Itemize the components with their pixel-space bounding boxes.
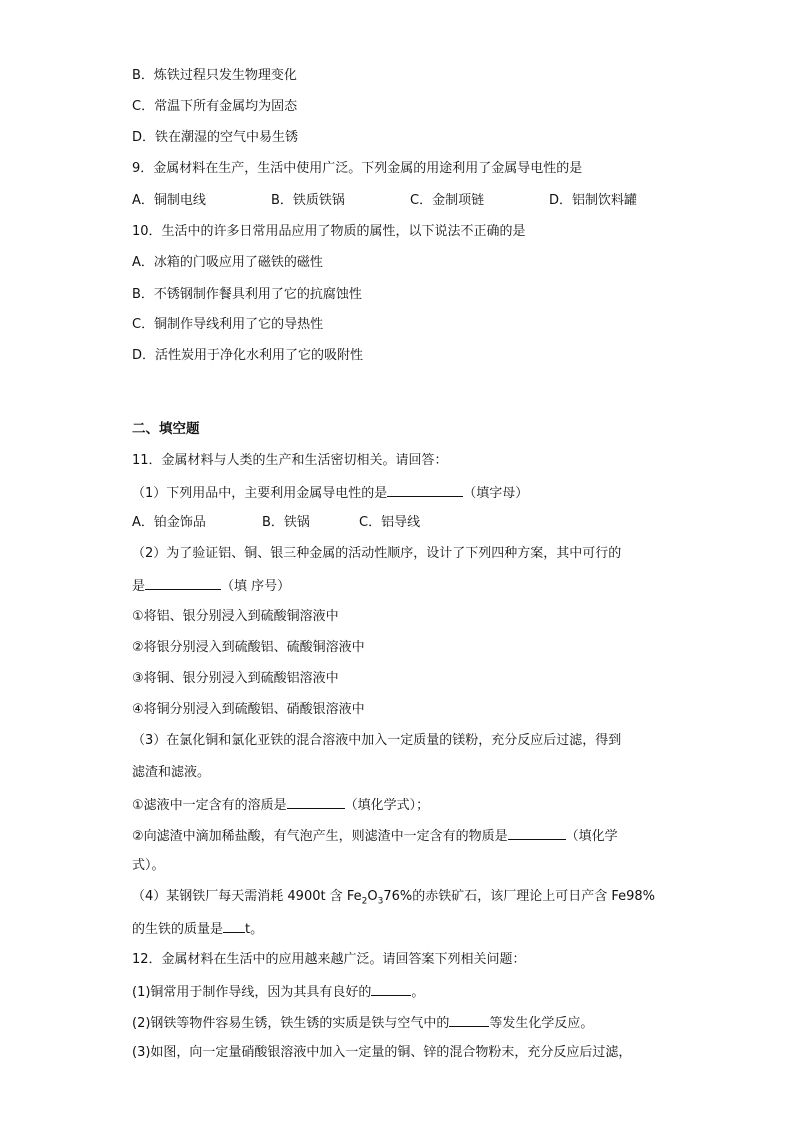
q12-part2-end: 等发生化学反应。 [489, 1016, 594, 1031]
q11-scheme-2: ②将银分别浸入到硫酸铝、硫酸铜溶液中 [132, 640, 365, 655]
q11-part1-text: （1）下列用品中，主要利用金属导电性的是 [132, 486, 388, 501]
q11-part3-b-hint: （填化学 [565, 829, 618, 844]
q11-part1-blank[interactable] [387, 483, 463, 497]
q9-option-c: C．金制项链 [410, 193, 485, 208]
q12-part1-text: (1)铜常用于制作导线，因为其具有良好的 [132, 985, 372, 1000]
q11-part4-line2-text: 的生铁的质量是 [132, 922, 224, 937]
q10-option-d: D．活性炭用于净化水利用了它的吸附性 [132, 348, 364, 363]
q11-part3-a-hint: （填化学式）； [344, 798, 430, 813]
q11-part2-line2 [132, 576, 290, 596]
q12-part1-blank[interactable] [371, 982, 411, 996]
q11-part3-a [132, 795, 429, 815]
q11-option-c: C．铝导线 [359, 515, 421, 530]
q11-part2-line1: （2）为了验证铝、铜、银三种金属的活动性顺序，设计了下列四种方案，其中可行的 [132, 546, 622, 561]
q11-scheme-4: ④将铜分别浸入到硫酸铝、硝酸银溶液中 [132, 702, 365, 717]
q11-part4-line1 [132, 888, 655, 906]
q11-part4-text-b: O [367, 889, 378, 904]
q11-scheme-3: ③将铜、银分别浸入到硫酸铝溶液中 [132, 671, 339, 686]
q11-option-b: B．铁锅 [262, 515, 310, 530]
q10-stem: 10．生活中的许多日常用品应用了物质的属性，以下说法不正确的是 [132, 224, 526, 239]
q11-part2-text: 是 [132, 579, 146, 594]
q11-part3-b-line2: 式）。 [132, 858, 165, 873]
q11-part1-options [132, 514, 420, 532]
q11-part1 [132, 483, 528, 503]
q12-part3: (3)如图，向一定量硝酸银溶液中加入一定量的铜、锌的混合物粉末，充分反应后过滤， [132, 1045, 632, 1060]
q10-option-a: A．冰箱的门吸应用了磁铁的磁性 [132, 255, 323, 270]
q9-option-a: A．铜制电线 [132, 193, 206, 208]
q10-option-c: C．铜制作导线利用了它的导热性 [132, 317, 324, 332]
q9-option-d: D．铝制饮料罐 [549, 193, 638, 208]
q11-part4-sub1: 2 [361, 896, 368, 907]
q9-option-b: B．铁质铁锅 [271, 193, 345, 208]
q12-part2-blank[interactable] [449, 1013, 489, 1027]
q11-part3-b-text: ②向滤渣中滴加稀盐酸，有气泡产生，则滤渣中一定含有的物质是 [132, 829, 508, 844]
q11-part3-line2: 滤渣和滤液。 [132, 765, 211, 780]
q11-part2-hint: （填 序号） [221, 579, 291, 594]
q11-option-a: A．铂金饰品 [132, 515, 206, 530]
q11-part3-a-blank[interactable] [287, 795, 345, 809]
q11-part4-unit: t。 [245, 922, 264, 937]
q8-option-c: C．常温下所有金属均为固态 [132, 99, 298, 114]
section-title-fill-blank: 二、填空题 [132, 421, 200, 437]
q11-part4-text-a: （4）某钢铁厂每天需消耗 4900t 含 Fe [132, 889, 362, 904]
q11-part4-blank[interactable] [223, 919, 245, 933]
q10-option-b: B．不锈钢制作餐具利用了它的抗腐蚀性 [132, 287, 362, 302]
q11-part1-hint: （填字母） [463, 486, 529, 501]
q11-part2-blank[interactable] [145, 576, 221, 590]
q12-part2-text: (2)钢铁等物件容易生锈，铁生锈的实质是铁与空气中的 [132, 1016, 450, 1031]
q12-part1-end: 。 [411, 985, 425, 1000]
q11-part3-b [132, 826, 618, 846]
q8-option-b: B．炼铁过程只发生物理变化 [132, 68, 297, 83]
q11-part4-sub2: 3 [377, 896, 384, 907]
q11-part4-text-c: 76%的赤铁矿石，该厂理论上可日产含 Fe98% [383, 889, 656, 904]
q12-stem: 12．金属材料在生活中的应用越来越广泛。请回答案下列相关问题： [132, 952, 526, 967]
q11-part3-a-text: ①滤液中一定含有的溶质是 [132, 798, 287, 813]
q12-part2 [132, 1013, 593, 1033]
q11-stem: 11．金属材料与人类的生产和生活密切相关。请回答： [132, 453, 448, 468]
q8-option-d: D．铁在潮湿的空气中易生锈 [132, 130, 299, 145]
q11-part4-line2 [132, 919, 263, 939]
q11-part3-line1: （3）在氯化铜和氯化亚铁的混合溶液中加入一定质量的镁粉，充分反应后过滤，得到 [132, 733, 622, 748]
q9-options [132, 192, 637, 210]
q9-stem: 9．金属材料在生产，生活中使用广泛。下列金属的用途利用了金属导电性的是 [132, 161, 583, 176]
q12-part1 [132, 982, 424, 1002]
q11-part3-b-blank[interactable] [508, 826, 566, 840]
q11-scheme-1: ①将铝、银分别浸入到硫酸铜溶液中 [132, 609, 339, 624]
